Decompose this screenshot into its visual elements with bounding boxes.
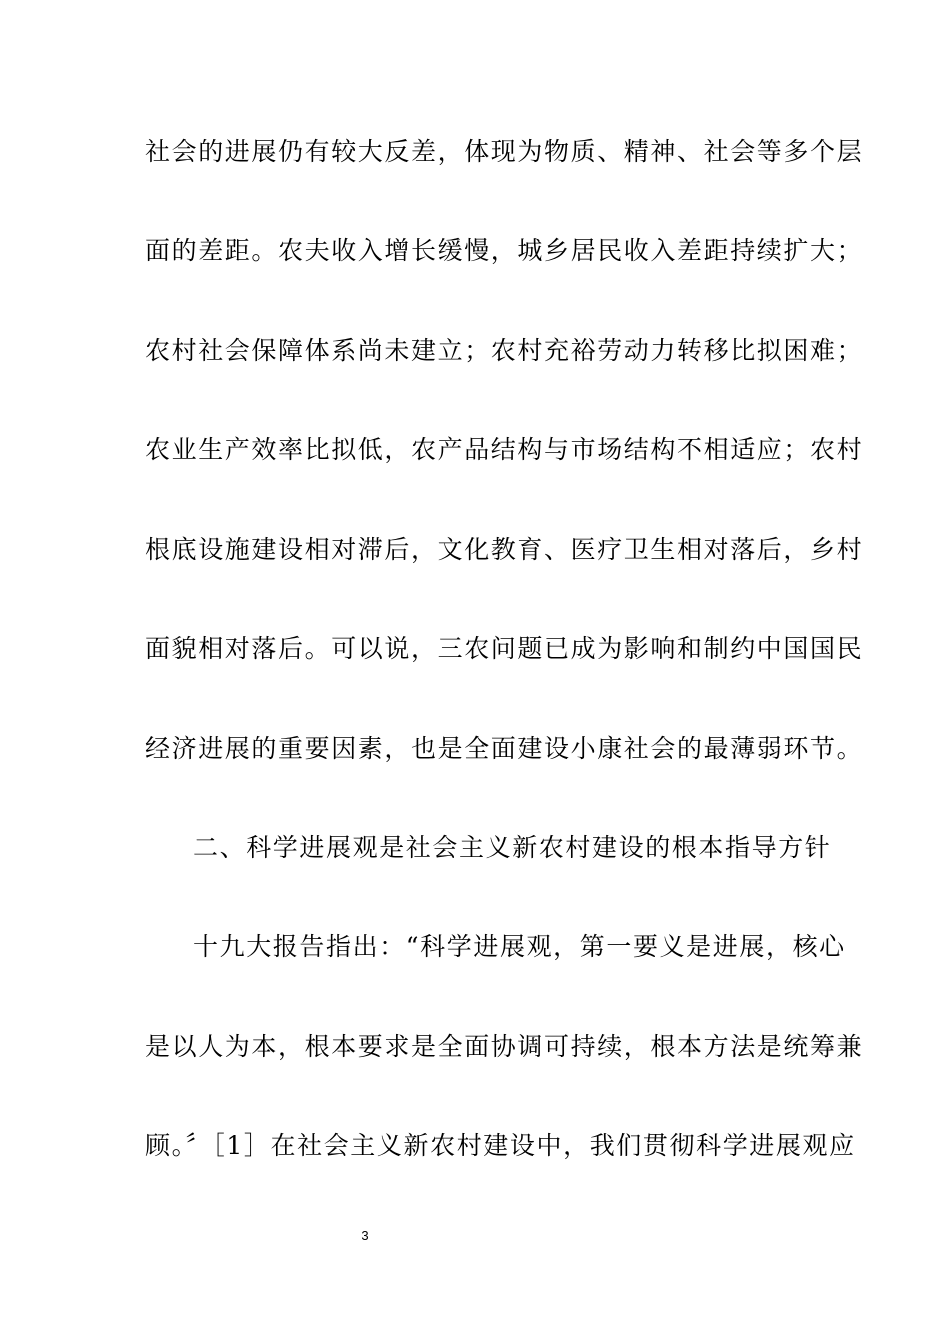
paragraph-line-6: 面貌相对落后。可以说，三农问题已成为影响和制约中国国民	[145, 634, 864, 663]
section-heading: 二、科学进展观是社会主义新农村建设的根本指导方针	[193, 833, 832, 862]
paragraph-line-4: 农业生产效率比拟低，农产品结构与市场结构不相适应；农村	[145, 435, 864, 464]
paragraph-line-7: 经济进展的重要因素，也是全面建设小康社会的最薄弱环节。	[145, 734, 864, 763]
paragraph-line-5: 根底设施建设相对滞后，文化教育、医疗卫生相对落后，乡村	[145, 535, 864, 564]
paragraph-line-3: 农村社会保障体系尚未建立；农村充裕劳动力转移比拟困难；	[145, 336, 864, 365]
paragraph-line-11: 顾。〞［1］在社会主义新农村建设中，我们贯彻科学进展观应	[145, 1131, 856, 1160]
page-number: 3	[361, 1228, 369, 1243]
paragraph-line-2: 面的差距。农夫收入增长缓慢，城乡居民收入差距持续扩大；	[145, 236, 864, 265]
paragraph-line-1: 社会的进展仍有较大反差，体现为物质、精神、社会等多个层	[145, 137, 864, 166]
paragraph-line-9: 十九大报告指出：“科学进展观，第一要义是进展，核心	[193, 932, 846, 961]
paragraph-line-10: 是以人为本，根本要求是全面协调可持续，根本方法是统筹兼	[145, 1032, 864, 1061]
